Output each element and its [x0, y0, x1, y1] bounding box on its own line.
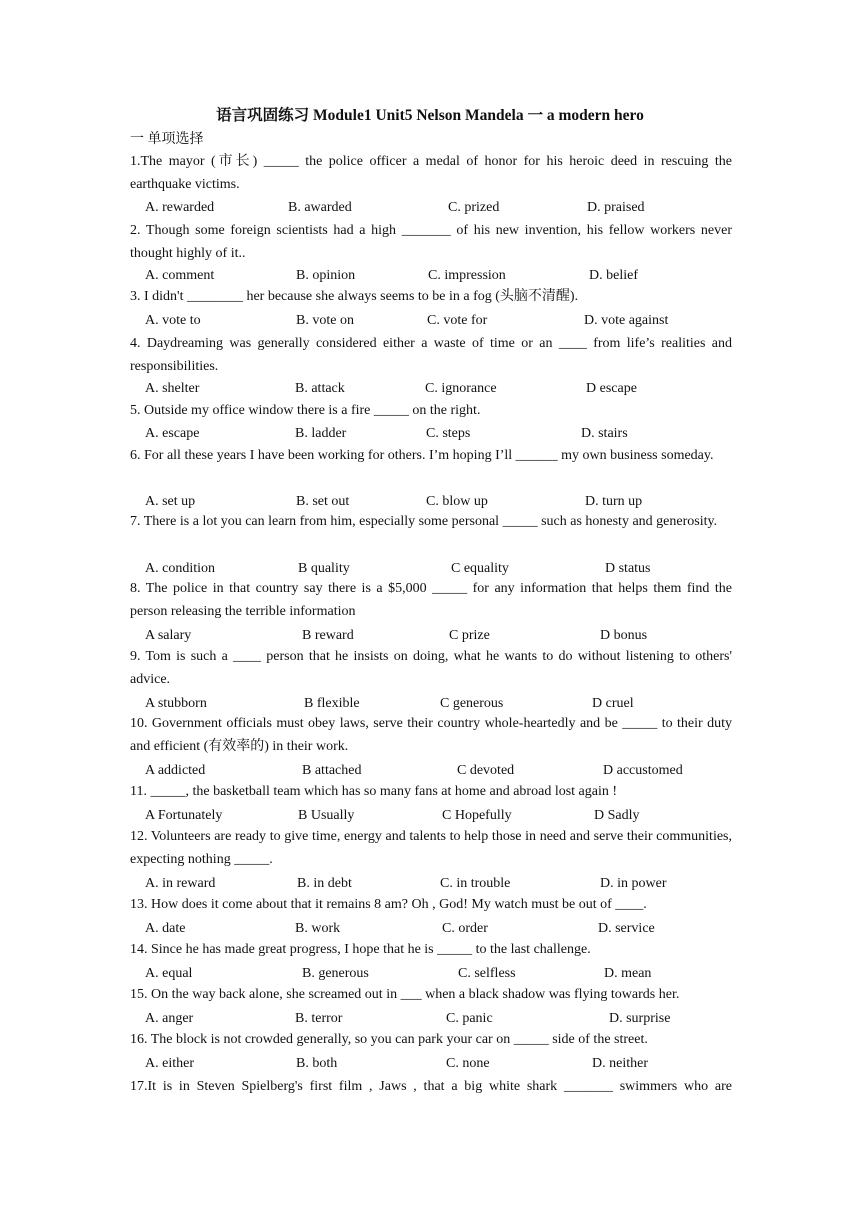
options-16: [145, 1054, 745, 1074]
option-b: B. awarded: [288, 200, 352, 215]
option-c: C. impression: [428, 268, 506, 283]
option-b: B Usually: [298, 808, 355, 823]
option-b: B flexible: [304, 696, 360, 711]
option-d: D. mean: [604, 966, 652, 981]
options-8: [145, 626, 745, 646]
option-b: B. both: [296, 1056, 338, 1071]
option-c: C Hopefully: [442, 808, 512, 823]
option-d: D Sadly: [594, 808, 640, 823]
options-2: [145, 266, 745, 286]
question-16: 16. The block is not crowded generally, so you can park your car on _____ side of the street.: [130, 1032, 648, 1047]
option-a: A. either: [145, 1056, 194, 1071]
question-7: 7. There is a lot you can learn from him, especially some personal _____ such as honesty and generosity.: [130, 514, 718, 529]
option-b: B. in debt: [297, 876, 352, 891]
option-c: C. in trouble: [440, 876, 511, 891]
question-14: 14. Since he has made great progress, I hope that he is _____ to the last challenge.: [130, 942, 591, 957]
option-c: C. ignorance: [425, 381, 497, 396]
question-3: 3. I didn't ________ her because she always seems to be in a fog (头脑不清醒).: [130, 289, 579, 304]
option-a: A. comment: [145, 268, 215, 283]
question-1: 1.The mayor (市长) _____ the police officer a medal of honor for his heroic deed in rescuing the earthquake victims.: [130, 154, 732, 192]
option-d: D. praised: [587, 200, 645, 215]
option-d: D. surprise: [609, 1011, 671, 1026]
option-b: B reward: [302, 628, 354, 643]
question-6: 6. For all these years I have been working for others. I’m hoping I’ll ______ my own business someday.: [130, 448, 714, 463]
option-a: A. anger: [145, 1011, 194, 1026]
question-12: 12. Volunteers are ready to give time, energy and talents to help those in need and serve their communities, expecting nothing _____.: [130, 829, 732, 867]
option-c: C generous: [440, 696, 504, 711]
section-heading: 一 单项选择: [130, 132, 204, 147]
option-a: A. condition: [145, 561, 215, 576]
option-d: D. service: [598, 921, 655, 936]
option-b: B. terror: [295, 1011, 343, 1026]
option-a: A. shelter: [145, 381, 200, 396]
option-d: D. stairs: [581, 426, 628, 441]
question-9: 9. Tom is such a ____ person that he insists on doing, what he wants to do without listening to others' advice.: [130, 649, 732, 687]
question-15: 15. On the way back alone, she screamed out in ___ when a black shadow was flying towards her.: [130, 987, 680, 1002]
option-b: B. opinion: [296, 268, 356, 283]
option-b: B. work: [295, 921, 341, 936]
option-b: B. generous: [302, 966, 369, 981]
option-d: D. turn up: [585, 494, 643, 509]
options-4: [145, 379, 745, 399]
options-5: [145, 424, 745, 444]
option-d: D cruel: [592, 696, 634, 711]
question-11: 11. _____, the basketball team which has so many fans at home and abroad lost again !: [130, 784, 618, 799]
option-d: D. belief: [589, 268, 638, 283]
options-14: [145, 964, 745, 984]
option-d: D accustomed: [603, 763, 683, 778]
option-c: C prize: [449, 628, 490, 643]
options-15: [145, 1009, 745, 1029]
option-a: A salary: [145, 628, 192, 643]
option-c: C. none: [446, 1056, 490, 1071]
option-b: B. set out: [296, 494, 350, 509]
options-3: [145, 311, 745, 331]
question-4: 4. Daydreaming was generally considered either a waste of time or an ____ from life’s realities and responsibilities.: [130, 336, 732, 374]
option-c: C. blow up: [426, 494, 488, 509]
option-a: A. vote to: [145, 313, 201, 328]
option-d: D status: [605, 561, 651, 576]
options-13: [145, 919, 745, 939]
option-d: D. neither: [592, 1056, 648, 1071]
options-11: [145, 806, 745, 826]
option-a: A. rewarded: [145, 200, 215, 215]
option-a: A. equal: [145, 966, 193, 981]
option-a: A addicted: [145, 763, 206, 778]
option-b: B. vote on: [296, 313, 354, 328]
option-a: A. in reward: [145, 876, 216, 891]
question-8: 8. The police in that country say there is a $5,000 _____ for any information that helps them find the person releasing the terrible information: [130, 581, 732, 619]
option-c: C. panic: [446, 1011, 493, 1026]
option-b: B quality: [298, 561, 350, 576]
option-d: D bonus: [600, 628, 648, 643]
options-9: [145, 694, 745, 714]
option-d: D. in power: [600, 876, 667, 891]
question-2: 2. Though some foreign scientists had a high _______ of his new invention, his fellow workers never thought highly of it..: [130, 223, 732, 261]
option-c: C equality: [451, 561, 509, 576]
question-10: 10. Government officials must obey laws, serve their country whole-heartedly and be _____ to their duty and efficient (有效率的) in their work.: [130, 716, 732, 754]
options-12: [145, 874, 745, 894]
option-c: C devoted: [457, 763, 515, 778]
option-c: C. steps: [426, 426, 471, 441]
question-17: 17.It is in Steven Spielberg's first film , Jaws , that a big white shark _______ swimmers who are: [130, 1079, 732, 1094]
option-c: C. order: [442, 921, 488, 936]
option-a: A Fortunately: [145, 808, 223, 823]
option-c: C. vote for: [427, 313, 488, 328]
options-1: [145, 198, 745, 218]
question-5: 5. Outside my office window there is a fire _____ on the right.: [130, 403, 481, 418]
option-a: A. set up: [145, 494, 196, 509]
option-a: A. escape: [145, 426, 200, 441]
options-6: [145, 492, 745, 512]
page-title: 语言巩固练习 Module1 Unit5 Nelson Mandela 一 a modern hero: [216, 107, 644, 124]
option-d: D escape: [586, 381, 637, 396]
option-c: C. selfless: [458, 966, 516, 981]
option-a: A. date: [145, 921, 186, 936]
options-10: [145, 761, 745, 781]
option-b: B. attack: [295, 381, 345, 396]
option-c: C. prized: [448, 200, 500, 215]
question-13: 13. How does it come about that it remains 8 am? Oh , God! My watch must be out of ____.: [130, 897, 647, 912]
option-b: B. ladder: [295, 426, 347, 441]
option-d: D. vote against: [584, 313, 669, 328]
options-7: [145, 559, 745, 579]
option-b: B attached: [302, 763, 362, 778]
option-a: A stubborn: [145, 696, 207, 711]
